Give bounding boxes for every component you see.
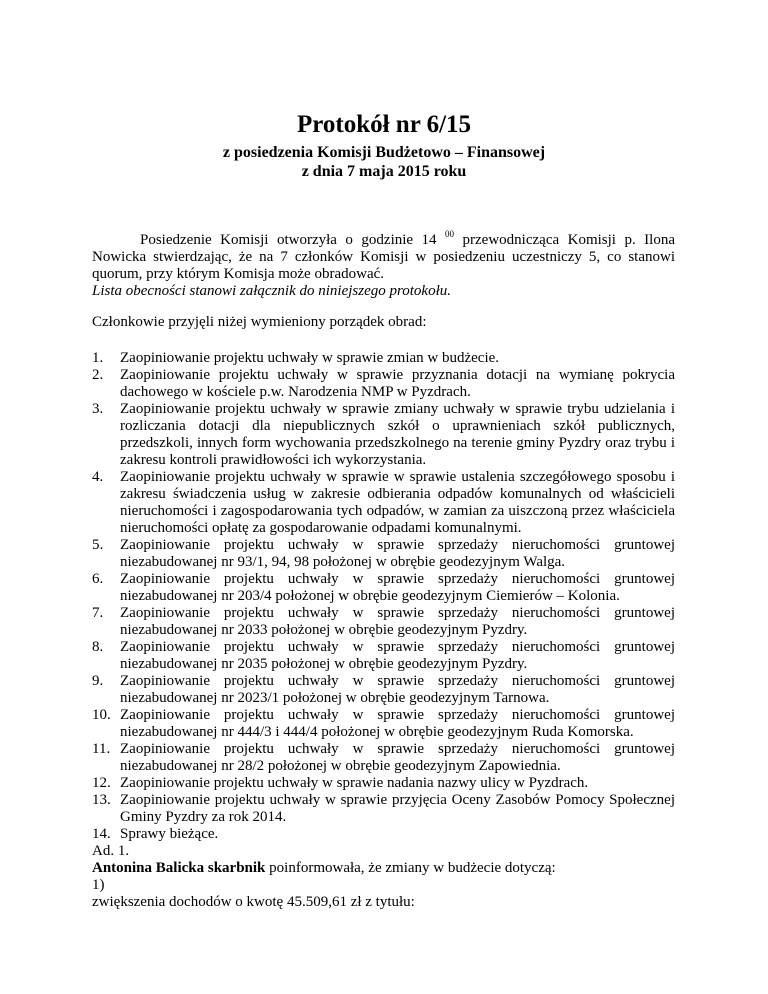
agenda-item-text: Zaopiniowanie projektu uchwały w sprawie przyznania dotacji na wymianę pokrycia dachowego w kościele p.w. Narodzenia NMP w Pyzdrach. [120, 367, 675, 400]
agenda-item-number: 14. [92, 826, 111, 842]
agenda-list [92, 350, 675, 843]
ad1-income-line: zwiększenia dochodów o kwotę 45.509,61 zł z tytułu: [92, 894, 415, 910]
intro-paragraph [92, 229, 675, 300]
agenda-item-number: 9. [92, 673, 104, 689]
agenda-item-number: 3. [92, 401, 104, 417]
agenda-item [92, 537, 675, 571]
ad1-speaker: Antonina Balicka skarbnik [92, 860, 266, 876]
agenda-item-text: Zaopiniowanie projektu uchwały w sprawie sprzedaży nieruchomości gruntowej niezabudowanej nr 93/1, 94, 98 położonej w obrębie geodezyjnym Walga. [120, 537, 675, 570]
agenda-item-text: Zaopiniowanie projektu uchwały w sprawie sprzedaży nieruchomości gruntowej niezabudowanej nr 203/4 położonej w obrębie geodezyjnym Ciemierów – Kolonia. [120, 571, 675, 604]
subtitle-committee: z posiedzenia Komisji Budżetowo – Finansowej [222, 144, 546, 161]
agenda-item-text: Zaopiniowanie projektu uchwały w sprawie sprzedaży nieruchomości gruntowej niezabudowanej nr 28/2 położonej w obrębie geodezyjnym Zapowiednia. [120, 741, 675, 774]
agenda-intro: Członkowie przyjęli niżej wymieniony porządek obrad: [92, 314, 427, 330]
agenda-item-number: 12. [92, 775, 111, 791]
agenda-item-number: 8. [92, 639, 104, 655]
agenda-item-text: Zaopiniowanie projektu uchwały w sprawie sprzedaży nieruchomości gruntowej niezabudowanej nr 2035 położonej w obrębie geodezyjnym Pyzdry. [120, 639, 675, 672]
agenda-item [92, 741, 675, 775]
agenda-item-text: Zaopiniowanie projektu uchwały w sprawie nadania nazwy ulicy w Pyzdrach. [120, 775, 589, 791]
agenda-item [92, 605, 675, 639]
agenda-item-number: 7. [92, 605, 104, 621]
ad1-speaker-text: poinformowała, że zmiany w budżecie dotyczą: [265, 860, 556, 876]
agenda-item-text: Zaopiniowanie projektu uchwały w sprawie zmian w budżecie. [120, 350, 500, 366]
subtitle-date: z dnia 7 maja 2015 roku [301, 163, 467, 180]
agenda-item [92, 673, 675, 707]
agenda-item-number: 11. [92, 741, 111, 757]
ad1-point: 1) [92, 877, 105, 893]
agenda-item-number: 5. [92, 537, 104, 553]
agenda-item-number: 13. [92, 792, 111, 808]
agenda-item-number: 4. [92, 469, 104, 485]
agenda-item-number: 1. [92, 350, 104, 366]
agenda-item [92, 792, 675, 826]
ad1-heading: Ad. 1. [92, 843, 130, 859]
agenda-item-number: 2. [92, 367, 104, 383]
agenda-item-text: Sprawy bieżące. [120, 826, 219, 842]
agenda-item-text: Zaopiniowanie projektu uchwały w sprawie sprzedaży nieruchomości gruntowej niezabudowanej nr 444/3 i 444/4 położonej w obrębie geodezyjnym Ruda Komorska. [120, 707, 675, 740]
agenda-item-text: Zaopiniowanie projektu uchwały w sprawie w sprawie ustalenia szczegółowego sposobu i zakresu świadczenia usług w zakresie odbierania odpadów komunalnych od właścicieli nieruchomości i zagospodarowania tych odpadów, w zamian za uiszczoną przez właściciela nieruchomości opłatę za gospodarowanie odpadami komunalnymi. [120, 469, 675, 536]
agenda-item [92, 775, 675, 792]
ad1-section [92, 843, 675, 911]
agenda-item-text: Zaopiniowanie projektu uchwały w sprawie sprzedaży nieruchomości gruntowej niezabudowanej nr 2023/1 położonej w obrębie geodezyjnym Tarnowa. [120, 673, 675, 706]
agenda-item [92, 571, 675, 605]
agenda-item [92, 639, 675, 673]
intro-text [92, 229, 675, 283]
agenda-item [92, 707, 675, 741]
agenda-item-text: Zaopiniowanie projektu uchwały w sprawie zmiany uchwały w sprawie trybu udzielania i rozliczania dotacji dla niepublicznych szkół o uprawnieniach szkół publicznych, przedszkoli, innych form wychowania przedszkolnego na terenie gminy Pyzdry oraz trybu i zakresu kontroli prawidłowości ich wykorzystania. [120, 401, 675, 468]
intro-text-start: Posiedzenie Komisji otworzyła o godzinie 14 [140, 232, 437, 248]
agenda-item [92, 350, 675, 367]
agenda-item [92, 469, 675, 537]
agenda-item-text: Zaopiniowanie projektu uchwały w sprawie sprzedaży nieruchomości gruntowej niezabudowanej nr 2033 położonej w obrębie geodezyjnym Pyzdry. [120, 605, 675, 638]
document-subtitle [0, 143, 768, 181]
page-title: Protokół nr 6/15 [296, 111, 472, 138]
ad1-statement [92, 860, 675, 877]
agenda-item [92, 826, 675, 843]
agenda-item-number: 10. [92, 707, 111, 723]
agenda-item [92, 367, 675, 401]
intro-time-superscript: 00 [445, 229, 455, 239]
agenda-item-number: 6. [92, 571, 104, 587]
intro-text-end: przewodnicząca Komisji p. Ilona Nowicka stwierdzając, że na 7 członków Komisji w posiedzeniu uczestniczy 5, co stanowi quorum, przy którym Komisja może obradować. [92, 232, 675, 282]
attendance-note: Lista obecności stanowi załącznik do niniejszego protokołu. [92, 283, 452, 299]
agenda-item-text: Zaopiniowanie projektu uchwały w sprawie przyjęcia Oceny Zasobów Pomocy Społecznej Gminy Pyzdry za rok 2014. [120, 792, 675, 825]
agenda-item [92, 401, 675, 469]
